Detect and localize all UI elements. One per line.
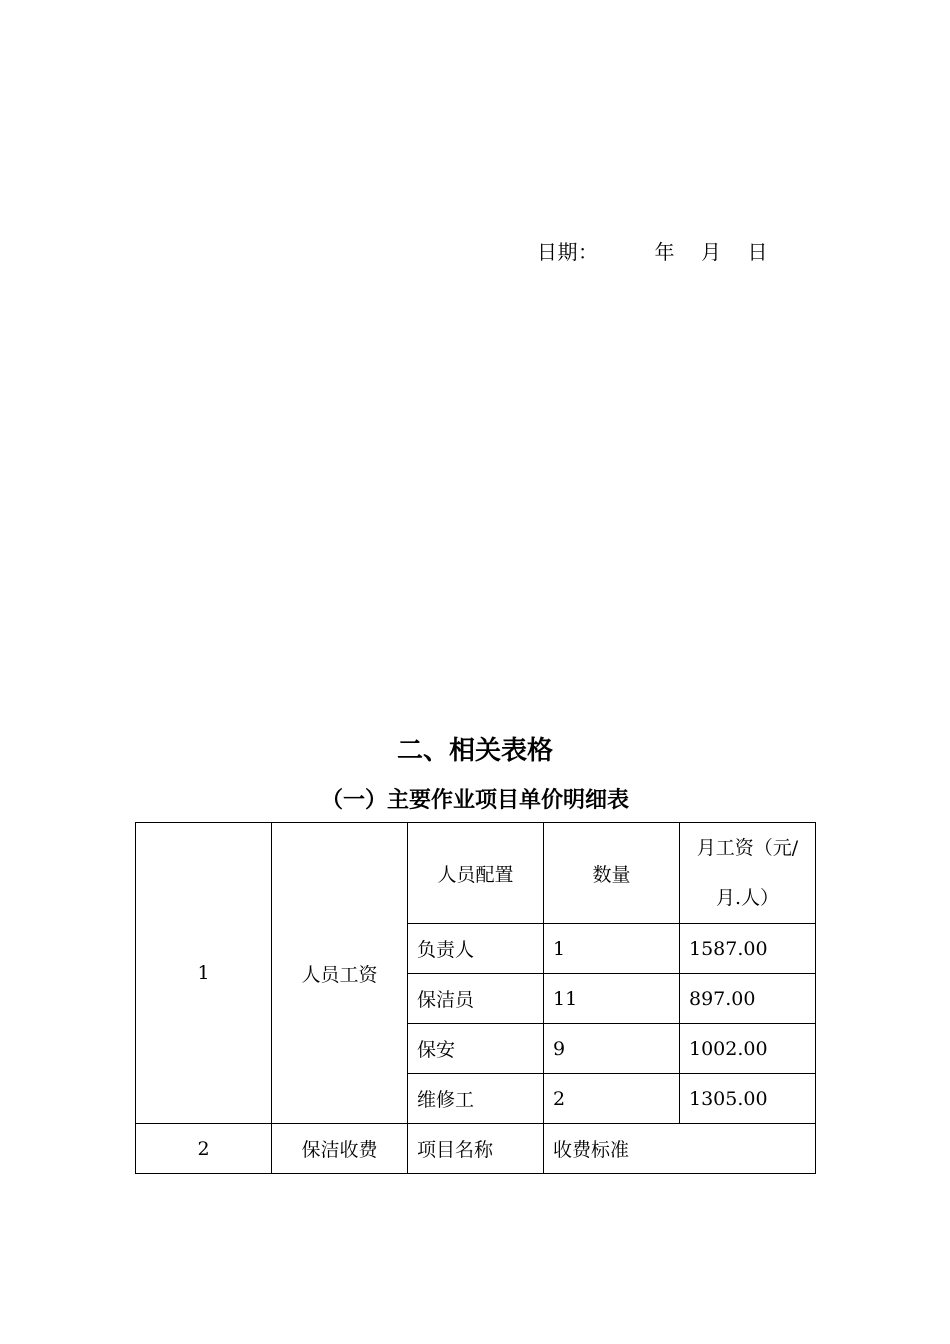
header-monthly-wage	[680, 823, 816, 924]
staff-wage-cell: 897.00	[680, 974, 816, 1024]
row-number-cell: 1	[136, 823, 272, 1124]
table-title: （一）主要作业项目单价明细表	[320, 787, 629, 813]
row-number-cell: 2	[136, 1124, 272, 1174]
fee-standard-header-cell: 收费标准	[544, 1124, 816, 1174]
staff-role-cell: 负责人	[408, 924, 544, 974]
date-line	[537, 236, 768, 265]
staff-role-cell: 保安	[408, 1024, 544, 1074]
staff-qty-cell: 9	[544, 1024, 680, 1074]
header-monthly-wage-line2: 月.人）	[715, 887, 780, 909]
date-day-label: 日	[747, 240, 768, 264]
category-cell: 保洁收费	[272, 1124, 408, 1174]
header-quantity: 数量	[544, 823, 680, 924]
item-name-header-cell: 项目名称	[408, 1124, 544, 1174]
date-month-label: 月	[701, 240, 722, 264]
staff-wage-cell: 1305.00	[680, 1074, 816, 1124]
staff-wage-cell: 1587.00	[680, 924, 816, 974]
date-label: 日期：	[537, 240, 599, 264]
table-row	[136, 823, 816, 924]
staff-qty-cell: 11	[544, 974, 680, 1024]
unit-price-table	[135, 822, 816, 1174]
header-staff-config: 人员配置	[408, 823, 544, 924]
staff-role-cell: 维修工	[408, 1074, 544, 1124]
date-year-label: 年	[654, 240, 675, 264]
table-row	[136, 1124, 816, 1174]
header-monthly-wage-line1: 月工资（元/	[696, 837, 799, 859]
staff-qty-cell: 1	[544, 924, 680, 974]
staff-wage-cell: 1002.00	[680, 1024, 816, 1074]
section-title: 二、相关表格	[396, 736, 553, 766]
category-cell: 人员工资	[272, 823, 408, 1124]
staff-role-cell: 保洁员	[408, 974, 544, 1024]
staff-qty-cell: 2	[544, 1074, 680, 1124]
